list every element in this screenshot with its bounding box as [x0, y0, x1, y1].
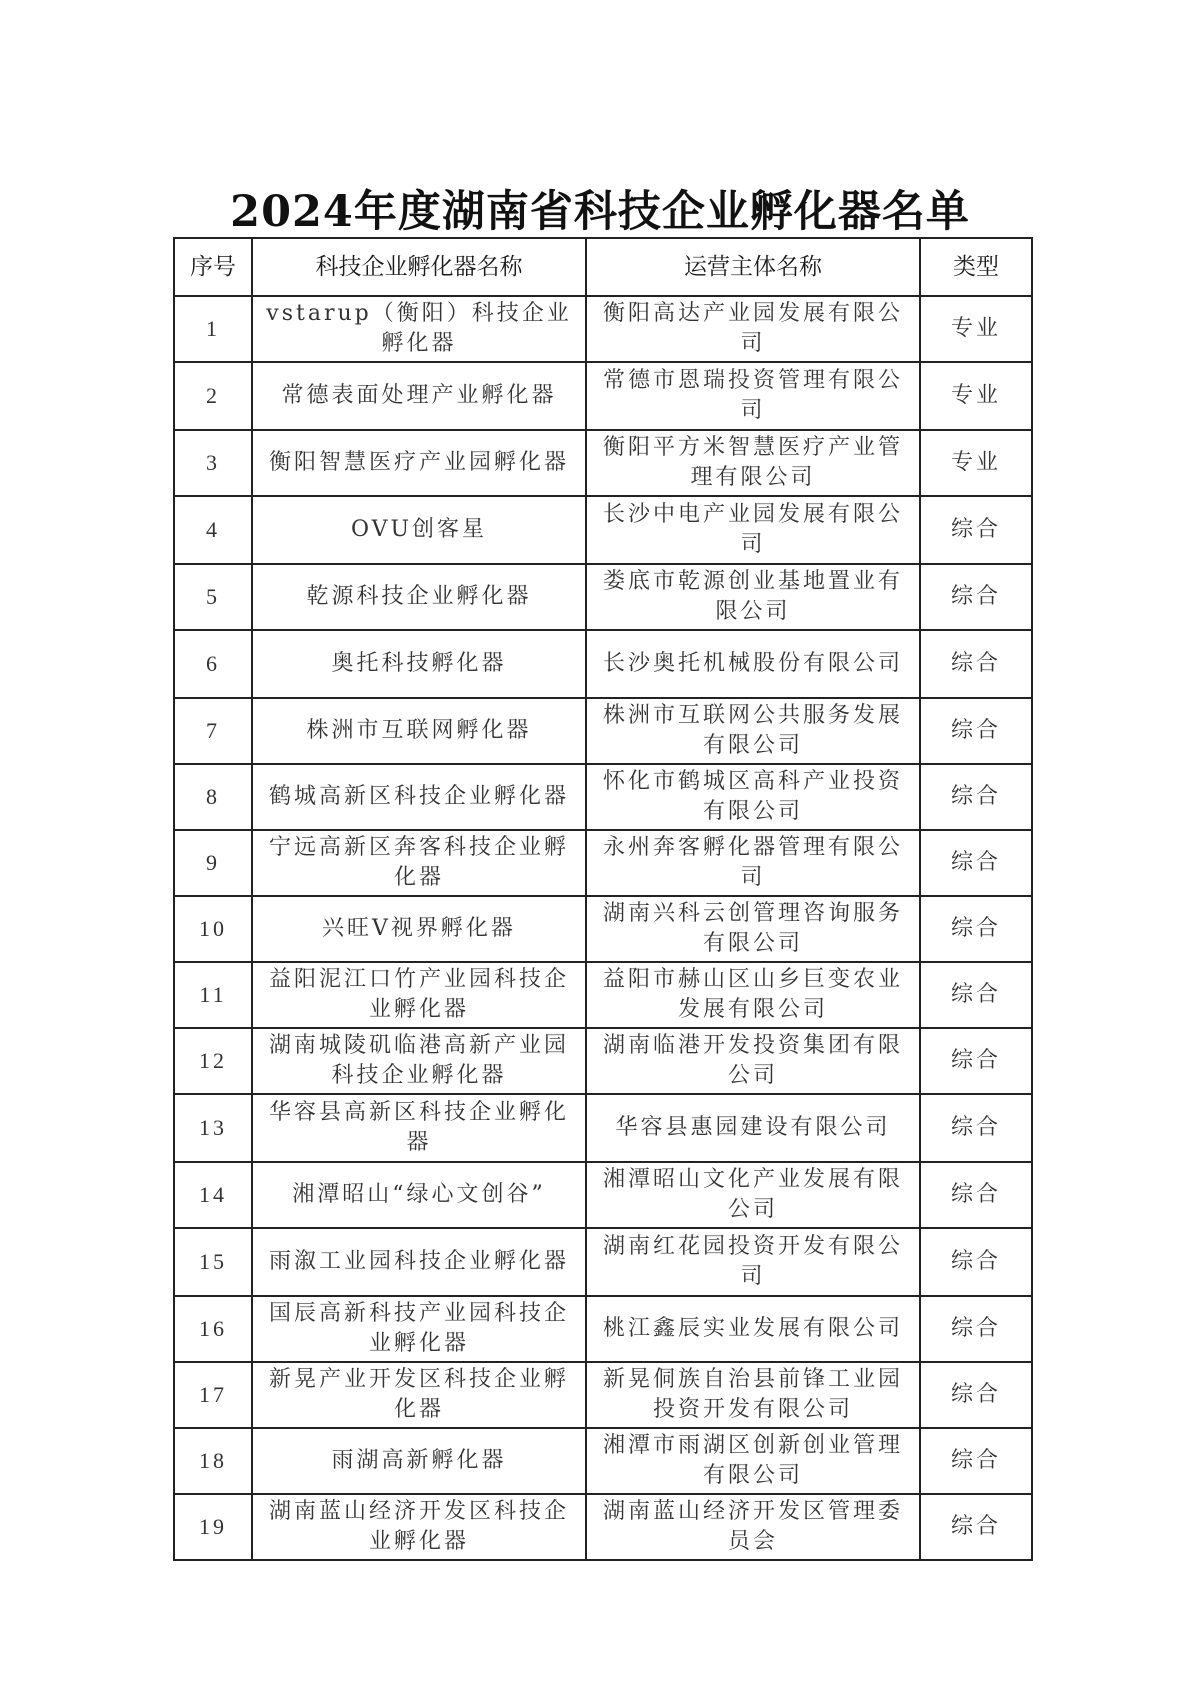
incubator-type: 综合: [920, 830, 1032, 896]
table-row: [174, 698, 1032, 764]
incubator-name: 常德表面处理产业孵化器: [252, 362, 586, 430]
incubator-name: 华容县高新区科技企业孵化器: [252, 1094, 586, 1162]
incubator-type: 专业: [920, 362, 1032, 430]
table-row: [174, 1094, 1032, 1162]
incubator-name: 兴旺V视界孵化器: [252, 896, 586, 962]
row-number: 1: [174, 296, 252, 362]
incubator-name: 雨溆工业园科技企业孵化器: [252, 1228, 586, 1296]
table-row: [174, 962, 1032, 1028]
row-number: 13: [174, 1094, 252, 1162]
row-number: 9: [174, 830, 252, 896]
row-number: 10: [174, 896, 252, 962]
incubator-type: 综合: [920, 1362, 1032, 1428]
row-number: 2: [174, 362, 252, 430]
incubator-type: 综合: [920, 564, 1032, 630]
row-number: 3: [174, 430, 252, 496]
incubator-name: vstarup（衡阳）科技企业孵化器: [252, 296, 586, 362]
incubator-name: 乾源科技企业孵化器: [252, 564, 586, 630]
table-row: [174, 430, 1032, 496]
row-number: 14: [174, 1162, 252, 1228]
table-row: [174, 496, 1032, 564]
table-row: [174, 1428, 1032, 1494]
operator-name: 湘潭昭山文化产业发展有限公司: [586, 1162, 920, 1228]
operator-name: 湖南红花园投资开发有限公司: [586, 1228, 920, 1296]
row-number: 16: [174, 1296, 252, 1362]
table-header-row: [174, 238, 1032, 296]
operator-name: 娄底市乾源创业基地置业有限公司: [586, 564, 920, 630]
table-row: [174, 630, 1032, 698]
incubator-type: 专业: [920, 430, 1032, 496]
incubator-name: 益阳泥江口竹产业园科技企业孵化器: [252, 962, 586, 1028]
incubator-type: 综合: [920, 764, 1032, 830]
incubator-name: 株洲市互联网孵化器: [252, 698, 586, 764]
table-row: [174, 896, 1032, 962]
row-number: 6: [174, 630, 252, 698]
header-number: 序号: [174, 238, 252, 296]
incubator-type: 综合: [920, 1296, 1032, 1362]
incubator-type: 综合: [920, 1094, 1032, 1162]
row-number: 11: [174, 962, 252, 1028]
operator-name: 衡阳高达产业园发展有限公司: [586, 296, 920, 362]
row-number: 5: [174, 564, 252, 630]
operator-name: 新晃侗族自治县前锋工业园投资开发有限公司: [586, 1362, 920, 1428]
operator-name: 华容县惠园建设有限公司: [586, 1094, 920, 1162]
table-row: [174, 764, 1032, 830]
incubator-name: 雨湖高新孵化器: [252, 1428, 586, 1494]
header-incubator-name: 科技企业孵化器名称: [252, 238, 586, 296]
incubator-type: 综合: [920, 1228, 1032, 1296]
page-title: 2024年度湖南省科技企业孵化器名单: [230, 187, 970, 237]
incubator-name: OVU创客星: [252, 496, 586, 564]
incubator-name: 宁远高新区奔客科技企业孵化器: [252, 830, 586, 896]
row-number: 17: [174, 1362, 252, 1428]
operator-name: 长沙奥托机械股份有限公司: [586, 630, 920, 698]
operator-name: 湖南临港开发投资集团有限公司: [586, 1028, 920, 1094]
incubator-type: 综合: [920, 630, 1032, 698]
operator-name: 株洲市互联网公共服务发展有限公司: [586, 698, 920, 764]
operator-name: 益阳市赫山区山乡巨变农业发展有限公司: [586, 962, 920, 1028]
incubator-name: 湖南城陵矶临港高新产业园科技企业孵化器: [252, 1028, 586, 1094]
header-operator-name: 运营主体名称: [586, 238, 920, 296]
table-row: [174, 1162, 1032, 1228]
incubator-name: 新晃产业开发区科技企业孵化器: [252, 1362, 586, 1428]
row-number: 15: [174, 1228, 252, 1296]
row-number: 7: [174, 698, 252, 764]
table-row: [174, 1494, 1032, 1560]
table-row: [174, 1028, 1032, 1094]
row-number: 19: [174, 1494, 252, 1560]
table-row: [174, 1362, 1032, 1428]
incubator-type: 综合: [920, 962, 1032, 1028]
incubator-name: 奥托科技孵化器: [252, 630, 586, 698]
operator-name: 湖南蓝山经济开发区管理委员会: [586, 1494, 920, 1560]
incubator-type: 专业: [920, 296, 1032, 362]
operator-name: 湘潭市雨湖区创新创业管理有限公司: [586, 1428, 920, 1494]
incubator-name: 湖南蓝山经济开发区科技企业孵化器: [252, 1494, 586, 1560]
incubator-type: 综合: [920, 698, 1032, 764]
table-row: [174, 564, 1032, 630]
incubator-name: 衡阳智慧医疗产业园孵化器: [252, 430, 586, 496]
incubator-name: 国辰高新科技产业园科技企业孵化器: [252, 1296, 586, 1362]
incubator-name: 湘潭昭山“绿心文创谷”: [252, 1162, 586, 1228]
header-type: 类型: [920, 238, 1032, 296]
operator-name: 怀化市鹤城区高科产业投资有限公司: [586, 764, 920, 830]
incubator-type: 综合: [920, 896, 1032, 962]
operator-name: 湖南兴科云创管理咨询服务有限公司: [586, 896, 920, 962]
row-number: 8: [174, 764, 252, 830]
operator-name: 永州奔客孵化器管理有限公司: [586, 830, 920, 896]
incubator-name: 鹤城高新区科技企业孵化器: [252, 764, 586, 830]
table-row: [174, 830, 1032, 896]
table-row: [174, 362, 1032, 430]
table-row: [174, 296, 1032, 362]
operator-name: 长沙中电产业园发展有限公司: [586, 496, 920, 564]
row-number: 18: [174, 1428, 252, 1494]
table-row: [174, 1296, 1032, 1362]
incubator-type: 综合: [920, 1494, 1032, 1560]
incubator-type: 综合: [920, 1162, 1032, 1228]
incubator-type: 综合: [920, 1428, 1032, 1494]
operator-name: 常德市恩瑞投资管理有限公司: [586, 362, 920, 430]
incubator-table: [173, 237, 1033, 1561]
incubator-type: 综合: [920, 496, 1032, 564]
row-number: 12: [174, 1028, 252, 1094]
operator-name: 桃江鑫辰实业发展有限公司: [586, 1296, 920, 1362]
incubator-type: 综合: [920, 1028, 1032, 1094]
row-number: 4: [174, 496, 252, 564]
table-row: [174, 1228, 1032, 1296]
operator-name: 衡阳平方米智慧医疗产业管理有限公司: [586, 430, 920, 496]
